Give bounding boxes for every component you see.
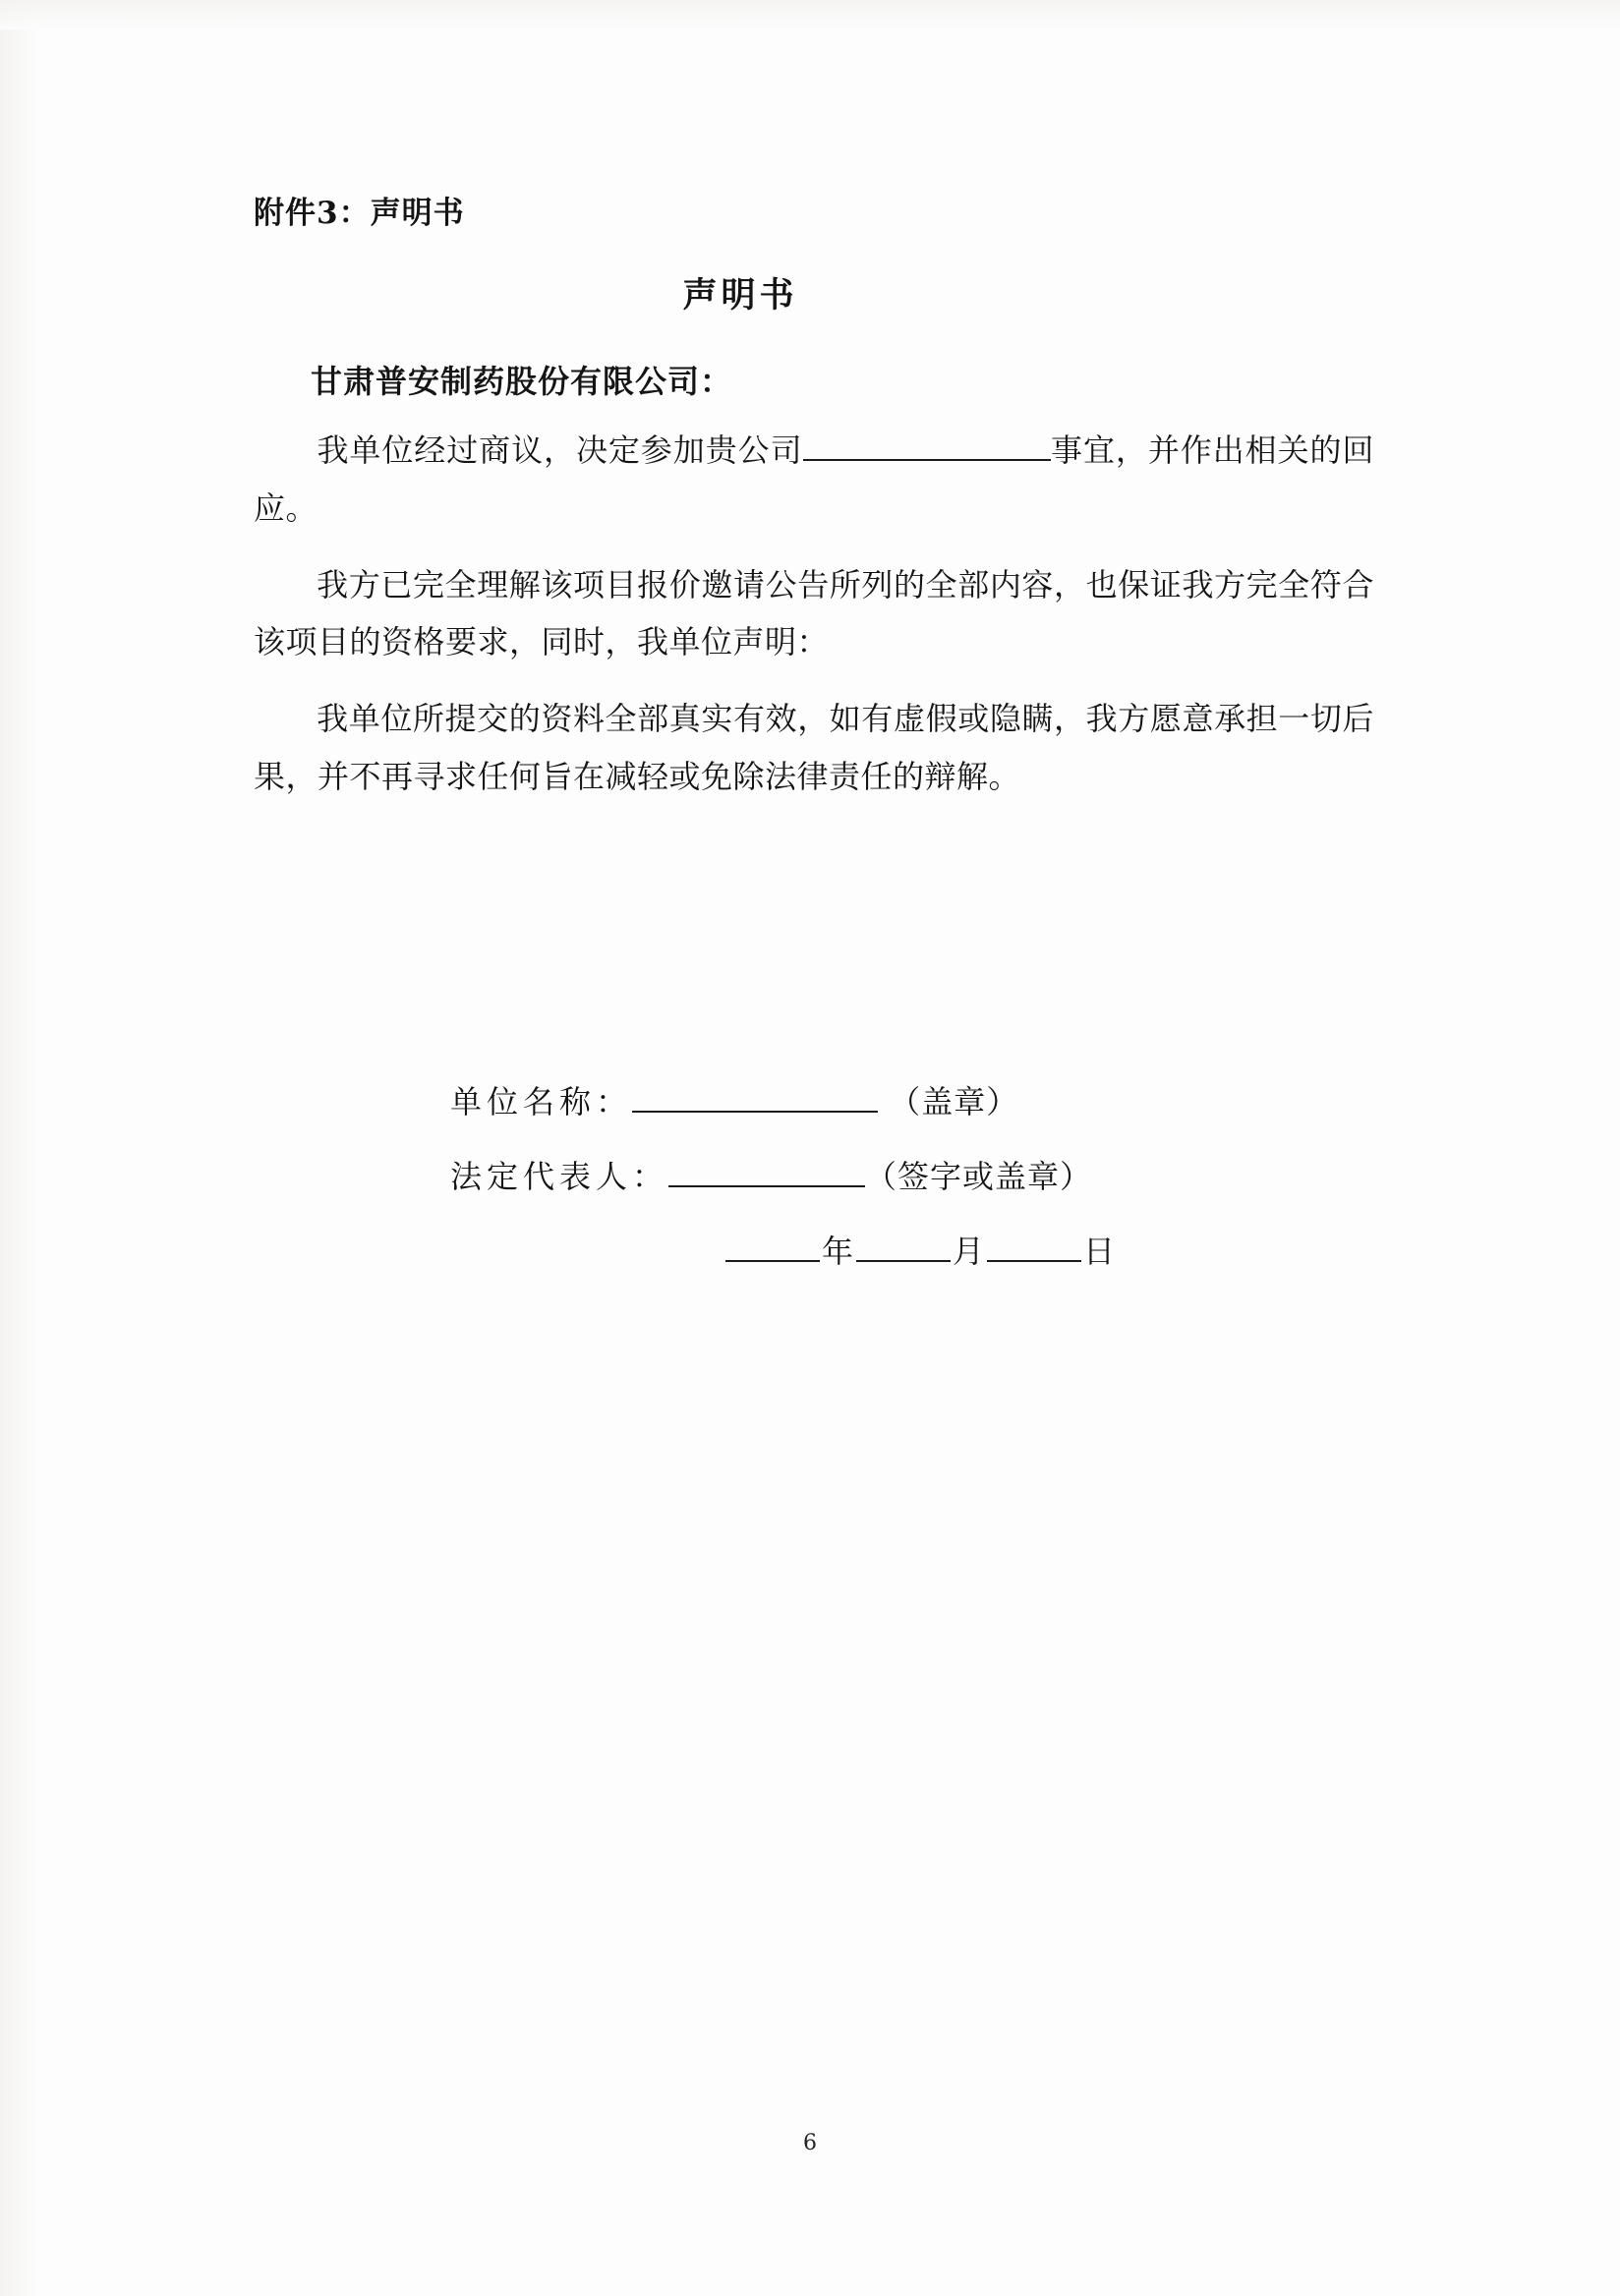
date-day-blank[interactable] xyxy=(987,1260,1081,1262)
page-title: 声明书 xyxy=(682,275,798,316)
unit-name-blank[interactable] xyxy=(632,1111,878,1113)
paragraph-3 xyxy=(254,690,1374,804)
date-month-blank[interactable] xyxy=(856,1260,951,1262)
paragraph-2-text: 我方已完全理解该项目报价邀请公告所列的全部内容，也保证我方完全符合该项目的资格要求，同时，我单位声明： xyxy=(254,565,1374,661)
representative-row xyxy=(450,1145,1374,1208)
date-year-blank[interactable] xyxy=(725,1260,820,1262)
date-day-label: 日 xyxy=(1083,1232,1117,1270)
representative-note: （签字或盖章） xyxy=(865,1157,1093,1195)
addressee: 甘肃普安制药股份有限公司： xyxy=(311,363,733,401)
date-row xyxy=(450,1220,1374,1283)
paragraph-2 xyxy=(254,556,1374,670)
representative-label: 法定代表人： xyxy=(450,1157,669,1195)
signature-block xyxy=(254,1070,1374,1283)
paragraph-1 xyxy=(254,422,1374,536)
paper-edge-left xyxy=(0,0,39,2296)
unit-name-label: 单位名称： xyxy=(450,1082,633,1120)
paper-edge-top xyxy=(0,0,1620,29)
paragraph-3-text: 我单位所提交的资料全部真实有效，如有虚假或隐瞒，我方愿意承担一切后果，并不再寻求任何旨在减轻或免除法律责任的辩解。 xyxy=(254,700,1374,795)
attachment-label: 附件3：声明书 xyxy=(254,196,465,231)
project-matter-blank[interactable] xyxy=(803,459,1051,461)
date-year-label: 年 xyxy=(822,1232,855,1270)
page-number: 6 xyxy=(803,2131,817,2155)
unit-name-seal-note: （盖章） xyxy=(889,1082,1019,1120)
unit-name-row xyxy=(450,1070,1374,1133)
document-content xyxy=(254,193,1374,1294)
paragraph-1-after-blank: 事宜，并作出相关的回应。 xyxy=(254,431,1374,527)
representative-blank[interactable] xyxy=(668,1185,865,1187)
paragraph-1-before-blank: 我单位经过商议，决定参加贵公司 xyxy=(317,431,803,470)
date-month-label: 月 xyxy=(953,1232,986,1270)
